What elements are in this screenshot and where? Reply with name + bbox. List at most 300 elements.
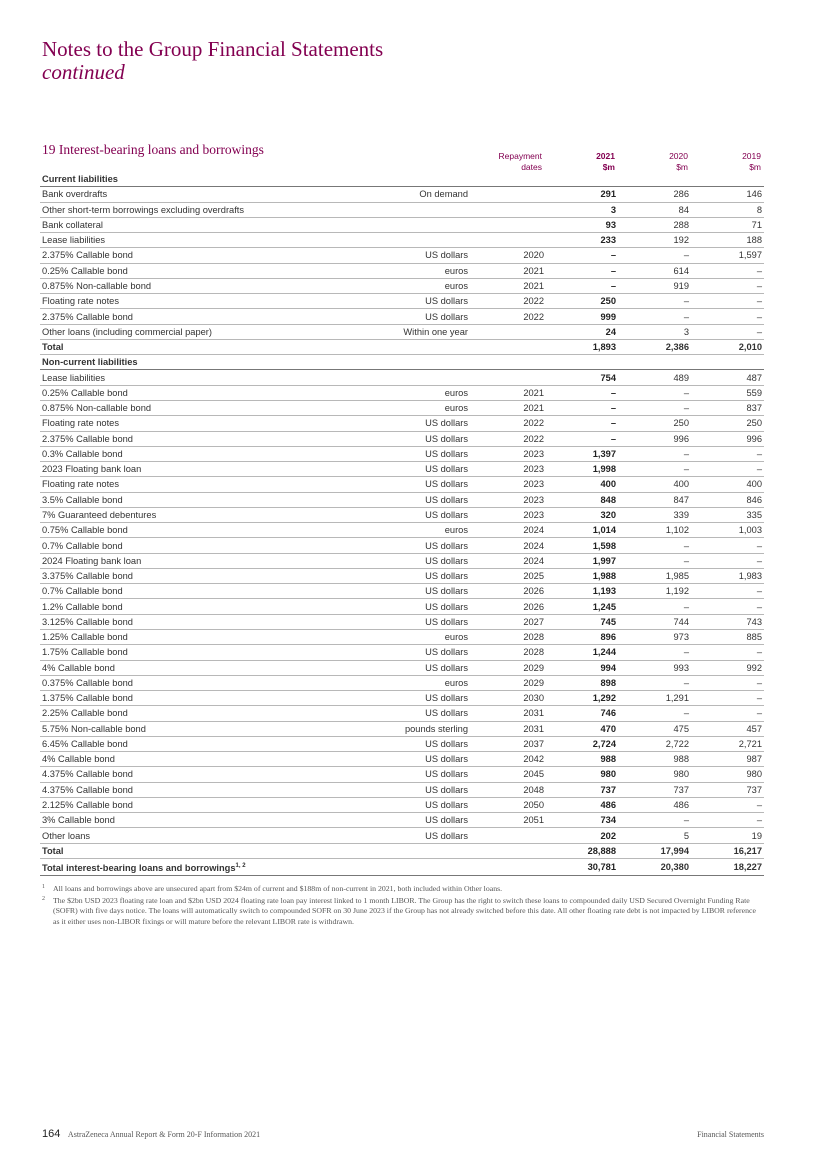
row-repayment-date: 2023	[470, 477, 546, 492]
row-value-2020: 5	[618, 828, 691, 843]
row-value-2021: 470	[546, 721, 618, 736]
row-value-2019: 400	[691, 477, 764, 492]
row-label: Floating rate notes	[40, 416, 370, 431]
row-value-2020: 400	[618, 477, 691, 492]
row-label: Total	[40, 339, 370, 354]
row-value-2021: 1,998	[546, 462, 618, 477]
row-value-2019: 559	[691, 385, 764, 400]
row-label: Total	[40, 843, 370, 858]
row-repayment-date: 2045	[470, 767, 546, 782]
row-value-2021: 1,193	[546, 584, 618, 599]
row-value-2021: 999	[546, 309, 618, 324]
table-row	[40, 400, 764, 415]
row-value-2020: 20,380	[618, 858, 691, 875]
row-value-2021: 746	[546, 706, 618, 721]
row-value-2019	[691, 355, 764, 370]
row-label: 0.7% Callable bond	[40, 538, 370, 553]
table-row	[40, 629, 764, 644]
column-header-2019: 2019 $m	[742, 151, 761, 172]
row-value-2020	[618, 355, 691, 370]
row-repayment-date: 2028	[470, 645, 546, 660]
row-label: 2023 Floating bank loan	[40, 462, 370, 477]
row-value-2020: 2,722	[618, 736, 691, 751]
row-repayment-date: 2021	[470, 385, 546, 400]
row-value-2020: –	[618, 400, 691, 415]
table-row	[40, 462, 764, 477]
row-value-2021: 320	[546, 507, 618, 522]
row-value-2021: 24	[546, 324, 618, 339]
section-title: 19 Interest-bearing loans and borrowings	[42, 142, 264, 157]
row-value-2019: 837	[691, 400, 764, 415]
row-value-2020: 744	[618, 614, 691, 629]
row-value-2021: 754	[546, 370, 618, 385]
row-value-2019: 487	[691, 370, 764, 385]
row-repayment-date: 2031	[470, 706, 546, 721]
row-repayment-date: 2025	[470, 568, 546, 583]
row-repayment-date: 2024	[470, 538, 546, 553]
row-label: Floating rate notes	[40, 294, 370, 309]
row-currency: US dollars	[370, 828, 470, 843]
table-row	[40, 599, 764, 614]
row-currency: US dollars	[370, 462, 470, 477]
column-header-2021: 2021 $m	[596, 151, 615, 172]
row-value-2021: –	[546, 248, 618, 263]
row-repayment-date: 2050	[470, 797, 546, 812]
row-value-2019: 18,227	[691, 858, 764, 875]
row-value-2020: 192	[618, 233, 691, 248]
row-label: 3.5% Callable bond	[40, 492, 370, 507]
row-value-2021: 250	[546, 294, 618, 309]
row-value-2019: 8	[691, 202, 764, 217]
row-value-2020: 614	[618, 263, 691, 278]
row-value-2020: 1,102	[618, 523, 691, 538]
row-value-2019: –	[691, 446, 764, 461]
row-value-2021: 2,724	[546, 736, 618, 751]
table-row	[40, 584, 764, 599]
table-row	[40, 278, 764, 293]
row-value-2020: –	[618, 385, 691, 400]
row-value-2020: –	[618, 706, 691, 721]
table-row	[40, 233, 764, 248]
row-value-2019: 335	[691, 507, 764, 522]
row-repayment-date	[470, 355, 546, 370]
row-value-2021: 896	[546, 629, 618, 644]
row-currency: US dollars	[370, 706, 470, 721]
row-value-2021: 202	[546, 828, 618, 843]
row-value-2021: 988	[546, 752, 618, 767]
row-currency	[370, 172, 470, 187]
row-repayment-date: 2022	[470, 431, 546, 446]
row-value-2021: 1,292	[546, 691, 618, 706]
row-value-2021: –	[546, 431, 618, 446]
table-row	[40, 828, 764, 843]
row-value-2021: 486	[546, 797, 618, 812]
row-currency: euros	[370, 278, 470, 293]
row-value-2019: –	[691, 294, 764, 309]
row-repayment-date	[470, 172, 546, 187]
row-currency: Within one year	[370, 324, 470, 339]
row-currency	[370, 339, 470, 354]
table-row	[40, 507, 764, 522]
row-value-2019: –	[691, 309, 764, 324]
row-label: 4.375% Callable bond	[40, 782, 370, 797]
row-currency: On demand	[370, 187, 470, 202]
row-value-2020: –	[618, 294, 691, 309]
row-repayment-date	[470, 324, 546, 339]
row-value-2020: 847	[618, 492, 691, 507]
row-repayment-date: 2022	[470, 309, 546, 324]
row-value-2019: –	[691, 553, 764, 568]
row-value-2021: 400	[546, 477, 618, 492]
row-label: 3% Callable bond	[40, 813, 370, 828]
row-repayment-date: 2028	[470, 629, 546, 644]
row-currency: US dollars	[370, 507, 470, 522]
footnote-2: 2 The $2bn USD 2023 floating rate loan and $2bn USD 2024 floating rate loan pay interest linked to 1 month LIBOR. The Group has the right to switch these loans to compounded daily USD Secured Overnight Funding Rate (SOFR) with five days notice. The loans will automatically switch to compounded SOFR on 30 June 2023 if the Group has not already switched before this date. All other floating rate debt is not impacted by LIBOR reference as it either uses non-LIBOR fixings or will mature before the relevant LIBOR rate is withdrawn.	[42, 895, 756, 926]
row-value-2020: –	[618, 553, 691, 568]
table-row	[40, 797, 764, 812]
row-repayment-date: 2023	[470, 446, 546, 461]
column-header-2020: 2020 $m	[669, 151, 688, 172]
row-value-2021: –	[546, 385, 618, 400]
row-label: Other loans (including commercial paper)	[40, 324, 370, 339]
row-repayment-date	[470, 187, 546, 202]
table-row	[40, 294, 764, 309]
table-row	[40, 385, 764, 400]
row-label: 0.75% Callable bond	[40, 523, 370, 538]
row-value-2021	[546, 355, 618, 370]
row-value-2019: –	[691, 462, 764, 477]
row-currency	[370, 233, 470, 248]
table-row	[40, 523, 764, 538]
table-row	[40, 782, 764, 797]
row-label: 2.25% Callable bond	[40, 706, 370, 721]
row-currency: US dollars	[370, 553, 470, 568]
row-value-2021: –	[546, 416, 618, 431]
row-label: 0.875% Non-callable bond	[40, 278, 370, 293]
row-currency	[370, 843, 470, 858]
row-value-2019: –	[691, 599, 764, 614]
row-currency	[370, 370, 470, 385]
table-row	[40, 263, 764, 278]
row-currency: euros	[370, 629, 470, 644]
row-value-2019: –	[691, 706, 764, 721]
row-repayment-date: 2030	[470, 691, 546, 706]
row-value-2021: 980	[546, 767, 618, 782]
row-value-2021: 737	[546, 782, 618, 797]
page-footer	[42, 1128, 764, 1140]
row-repayment-date: 2021	[470, 263, 546, 278]
table-row	[40, 813, 764, 828]
row-repayment-date: 2021	[470, 278, 546, 293]
column-header-repayment: Repayment dates	[498, 151, 542, 172]
row-value-2021: 93	[546, 217, 618, 232]
table-row	[40, 187, 764, 202]
row-value-2020: –	[618, 645, 691, 660]
row-repayment-date: 2029	[470, 675, 546, 690]
row-label: 5.75% Non-callable bond	[40, 721, 370, 736]
row-label: Total interest-bearing loans and borrowings$^{1, 2}$	[40, 858, 370, 875]
row-value-2019: –	[691, 584, 764, 599]
table-row	[40, 675, 764, 690]
row-label: 0.875% Non-callable bond	[40, 400, 370, 415]
row-repayment-date	[470, 217, 546, 232]
table-row	[40, 736, 764, 751]
row-label: Current liabilities	[40, 172, 370, 187]
page-title-subtitle: continued	[42, 60, 125, 84]
row-currency: US dollars	[370, 538, 470, 553]
row-label: 1.2% Callable bond	[40, 599, 370, 614]
row-label: 3.125% Callable bond	[40, 614, 370, 629]
row-value-2020	[618, 172, 691, 187]
row-currency: US dollars	[370, 568, 470, 583]
row-value-2019: 19	[691, 828, 764, 843]
row-repayment-date	[470, 843, 546, 858]
row-value-2020: –	[618, 446, 691, 461]
row-label: 2.375% Callable bond	[40, 309, 370, 324]
row-value-2019: 2,721	[691, 736, 764, 751]
row-value-2019: 250	[691, 416, 764, 431]
row-value-2021: –	[546, 278, 618, 293]
row-value-2020: 17,994	[618, 843, 691, 858]
row-label: 4% Callable bond	[40, 660, 370, 675]
row-currency: US dollars	[370, 767, 470, 782]
table-row	[40, 217, 764, 232]
row-label: Non-current liabilities	[40, 355, 370, 370]
row-currency: US dollars	[370, 492, 470, 507]
row-currency: US dollars	[370, 584, 470, 599]
row-currency: euros	[370, 400, 470, 415]
row-value-2019: 1,983	[691, 568, 764, 583]
row-value-2021: 1,997	[546, 553, 618, 568]
row-repayment-date: 2023	[470, 507, 546, 522]
row-value-2020: 1,291	[618, 691, 691, 706]
row-value-2019: 996	[691, 431, 764, 446]
row-currency: pounds sterling	[370, 721, 470, 736]
row-currency: US dollars	[370, 309, 470, 324]
row-value-2020: –	[618, 813, 691, 828]
row-label: 1.25% Callable bond	[40, 629, 370, 644]
row-value-2021: 734	[546, 813, 618, 828]
total-row	[40, 843, 764, 858]
row-label: 4.375% Callable bond	[40, 767, 370, 782]
row-value-2020: 84	[618, 202, 691, 217]
row-value-2019: 457	[691, 721, 764, 736]
row-label: 0.25% Callable bond	[40, 385, 370, 400]
row-value-2020: 339	[618, 507, 691, 522]
row-repayment-date: 2051	[470, 813, 546, 828]
row-value-2020: –	[618, 538, 691, 553]
row-value-2021: 28,888	[546, 843, 618, 858]
row-repayment-date	[470, 828, 546, 843]
row-value-2019: –	[691, 645, 764, 660]
row-label: 0.25% Callable bond	[40, 263, 370, 278]
page-number: 164	[42, 1128, 61, 1140]
row-currency: euros	[370, 523, 470, 538]
table-row	[40, 660, 764, 675]
table-row	[40, 767, 764, 782]
row-value-2019: 987	[691, 752, 764, 767]
row-repayment-date	[470, 339, 546, 354]
row-label: 2.375% Callable bond	[40, 431, 370, 446]
row-label: Other short-term borrowings excluding overdrafts	[40, 202, 370, 217]
footer-section: Financial Statements	[697, 1130, 764, 1139]
footnote-1: 1 All loans and borrowings above are unsecured apart from $24m of current and $188m of non-current in 2021, both included within Other loans.	[42, 884, 503, 893]
row-label: 6.45% Callable bond	[40, 736, 370, 751]
row-label: 4% Callable bond	[40, 752, 370, 767]
table-row	[40, 477, 764, 492]
row-value-2020: –	[618, 599, 691, 614]
row-repayment-date: 2022	[470, 416, 546, 431]
row-value-2020: 1,985	[618, 568, 691, 583]
row-value-2019: –	[691, 813, 764, 828]
row-label: 1.75% Callable bond	[40, 645, 370, 660]
row-repayment-date: 2042	[470, 752, 546, 767]
row-currency: US dollars	[370, 782, 470, 797]
row-currency: US dollars	[370, 477, 470, 492]
row-repayment-date	[470, 858, 546, 875]
row-repayment-date: 2022	[470, 294, 546, 309]
total-row	[40, 858, 764, 875]
row-currency	[370, 355, 470, 370]
table-row	[40, 538, 764, 553]
row-value-2021	[546, 172, 618, 187]
row-value-2020: 475	[618, 721, 691, 736]
table-row	[40, 324, 764, 339]
row-value-2019: 980	[691, 767, 764, 782]
row-value-2019: 146	[691, 187, 764, 202]
row-label: 7% Guaranteed debentures	[40, 507, 370, 522]
row-repayment-date	[470, 370, 546, 385]
row-value-2020: 486	[618, 797, 691, 812]
row-currency: US dollars	[370, 614, 470, 629]
row-currency: US dollars	[370, 416, 470, 431]
row-value-2019: –	[691, 538, 764, 553]
row-value-2021: 745	[546, 614, 618, 629]
row-value-2020: –	[618, 462, 691, 477]
table-row	[40, 492, 764, 507]
row-value-2021: –	[546, 263, 618, 278]
row-repayment-date: 2024	[470, 523, 546, 538]
table-row	[40, 248, 764, 263]
row-label: 1.375% Callable bond	[40, 691, 370, 706]
row-repayment-date	[470, 202, 546, 217]
row-label: Other loans	[40, 828, 370, 843]
loans-table-body	[40, 172, 764, 876]
row-label: 3.375% Callable bond	[40, 568, 370, 583]
table-row	[40, 706, 764, 721]
row-value-2021: 1,397	[546, 446, 618, 461]
row-value-2020: 288	[618, 217, 691, 232]
row-repayment-date: 2031	[470, 721, 546, 736]
row-value-2019: 2,010	[691, 339, 764, 354]
row-label: Lease liabilities	[40, 233, 370, 248]
table-row	[40, 721, 764, 736]
row-value-2020: 988	[618, 752, 691, 767]
table-row	[40, 309, 764, 324]
row-value-2020: 919	[618, 278, 691, 293]
row-repayment-date: 2023	[470, 462, 546, 477]
row-currency: euros	[370, 385, 470, 400]
row-label: 0.375% Callable bond	[40, 675, 370, 690]
row-value-2021: 233	[546, 233, 618, 248]
row-value-2021: 994	[546, 660, 618, 675]
row-value-2019	[691, 172, 764, 187]
row-value-2019: 992	[691, 660, 764, 675]
row-repayment-date: 2029	[470, 660, 546, 675]
row-repayment-date: 2026	[470, 599, 546, 614]
table-row	[40, 752, 764, 767]
row-value-2020: 996	[618, 431, 691, 446]
row-value-2021: 291	[546, 187, 618, 202]
row-currency: US dollars	[370, 813, 470, 828]
row-repayment-date: 2020	[470, 248, 546, 263]
row-currency: US dollars	[370, 660, 470, 675]
table-row	[40, 691, 764, 706]
row-repayment-date: 2023	[470, 492, 546, 507]
page-title	[42, 38, 383, 84]
row-value-2019: –	[691, 691, 764, 706]
row-currency: US dollars	[370, 736, 470, 751]
row-label: 0.3% Callable bond	[40, 446, 370, 461]
page-title-main: Notes to the Group Financial Statements	[42, 37, 384, 61]
section-header-row	[40, 355, 764, 370]
row-label: Lease liabilities	[40, 370, 370, 385]
row-currency: euros	[370, 675, 470, 690]
footnotes	[42, 884, 764, 928]
row-value-2019: –	[691, 263, 764, 278]
row-value-2021: –	[546, 400, 618, 415]
row-value-2021: 1,014	[546, 523, 618, 538]
table-row	[40, 645, 764, 660]
row-value-2019: 71	[691, 217, 764, 232]
row-currency: US dollars	[370, 446, 470, 461]
row-label: 2.375% Callable bond	[40, 248, 370, 263]
row-currency: US dollars	[370, 599, 470, 614]
loans-table	[40, 172, 764, 876]
row-value-2020: –	[618, 675, 691, 690]
table-row	[40, 568, 764, 583]
table-row	[40, 431, 764, 446]
row-value-2020: 286	[618, 187, 691, 202]
row-currency	[370, 217, 470, 232]
row-currency: US dollars	[370, 752, 470, 767]
table-row	[40, 370, 764, 385]
row-repayment-date: 2026	[470, 584, 546, 599]
row-repayment-date	[470, 233, 546, 248]
row-value-2020: 980	[618, 767, 691, 782]
row-value-2020: 2,386	[618, 339, 691, 354]
table-row	[40, 202, 764, 217]
row-currency: US dollars	[370, 645, 470, 660]
row-currency: US dollars	[370, 691, 470, 706]
row-label: 2.125% Callable bond	[40, 797, 370, 812]
row-value-2021: 1,245	[546, 599, 618, 614]
row-value-2019: 188	[691, 233, 764, 248]
table-row	[40, 416, 764, 431]
row-value-2019: 1,003	[691, 523, 764, 538]
row-value-2020: 3	[618, 324, 691, 339]
row-value-2021: 1,244	[546, 645, 618, 660]
row-repayment-date: 2037	[470, 736, 546, 751]
row-repayment-date: 2048	[470, 782, 546, 797]
row-label: Bank collateral	[40, 217, 370, 232]
row-repayment-date: 2021	[470, 400, 546, 415]
row-repayment-date: 2027	[470, 614, 546, 629]
footnote-reference: 1, 2	[235, 862, 246, 869]
row-currency: US dollars	[370, 248, 470, 263]
row-value-2021: 30,781	[546, 858, 618, 875]
row-value-2019: 16,217	[691, 843, 764, 858]
